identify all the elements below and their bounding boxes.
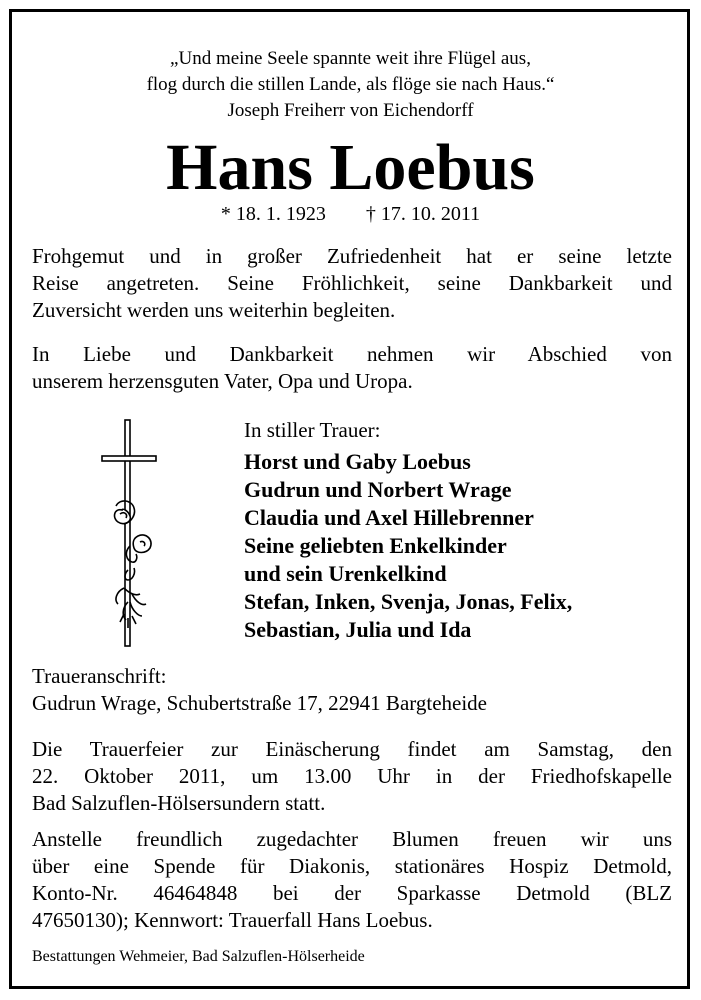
paragraph-intro: [32, 243, 672, 324]
text-line: Konto-Nr. 46464848 bei der Sparkasse Detmold (BLZ: [32, 881, 672, 905]
birth-date: * 18. 1. 1923: [220, 203, 326, 225]
text-line: Zuversicht werden uns weiterhin begleiten.: [32, 298, 396, 322]
address-value: Gudrun Wrage, Schubertstraße 17, 22941 Bargteheide: [32, 691, 488, 715]
mourning-label: In stiller Trauer:: [244, 418, 381, 442]
death-date: † 17. 10. 2011: [365, 203, 481, 225]
deceased-name: Hans Loebus: [166, 131, 535, 204]
text-line: unserem herzensguten Vater, Opa und Uropa.: [32, 369, 413, 393]
mourning-address: [32, 663, 672, 717]
text-line: Die Trauerfeier zur Einäscherung findet am Samstag, den: [32, 737, 672, 761]
cross-with-roses-icon: [94, 418, 166, 650]
quote-line: „Und meine Seele spannte weit ihre Flügel aus,: [170, 48, 531, 69]
mourner: und sein Urenkelkind: [244, 561, 447, 586]
text-line: Frohgemut und in großer Zufriedenheit hat er seine letzte: [32, 244, 672, 268]
mourner: Horst und Gaby Loebus: [244, 449, 471, 474]
quote-author: Joseph Freiherr von Eichendorff: [227, 100, 474, 121]
mourner: Claudia und Axel Hillebrenner: [244, 505, 534, 530]
text-line: Anstelle freundlich zugedachter Blumen freuen wir uns: [32, 827, 672, 851]
text-line: 22. Oktober 2011, um 13.00 Uhr in der Friedhofskapelle: [32, 764, 672, 788]
text-line: 47650130); Kennwort: Trauerfall Hans Loebus.: [32, 908, 433, 932]
text-line: über eine Spende für Diakonis, stationäres Hospiz Detmold,: [32, 854, 672, 878]
quote-line: flog durch die stillen Lande, als flöge sie nach Haus.“: [146, 74, 555, 95]
mourners-list: [244, 448, 572, 644]
mourner: Seine geliebten Enkelkinder: [244, 533, 507, 558]
paragraph-donation: [32, 826, 672, 934]
paragraph-farewell: [32, 341, 672, 395]
text-line: Bad Salzuflen-Hölsersundern statt.: [32, 791, 326, 815]
mourner: Stefan, Inken, Svenja, Jonas, Felix,: [244, 589, 573, 614]
life-dates: [0, 201, 701, 227]
text-line: Reise angetreten. Seine Fröhlichkeit, seine Dankbarkeit und: [32, 271, 672, 295]
mourner: Gudrun und Norbert Wrage: [244, 477, 512, 502]
paragraph-ceremony: [32, 736, 672, 817]
funeral-home: Bestattungen Wehmeier, Bad Salzuflen-Hölserheide: [32, 948, 365, 965]
mourner: Sebastian, Julia und Ida: [244, 617, 472, 642]
quote: [0, 46, 701, 124]
address-label: Traueranschrift:: [32, 664, 167, 688]
text-line: In Liebe und Dankbarkeit nehmen wir Abschied von: [32, 342, 672, 366]
